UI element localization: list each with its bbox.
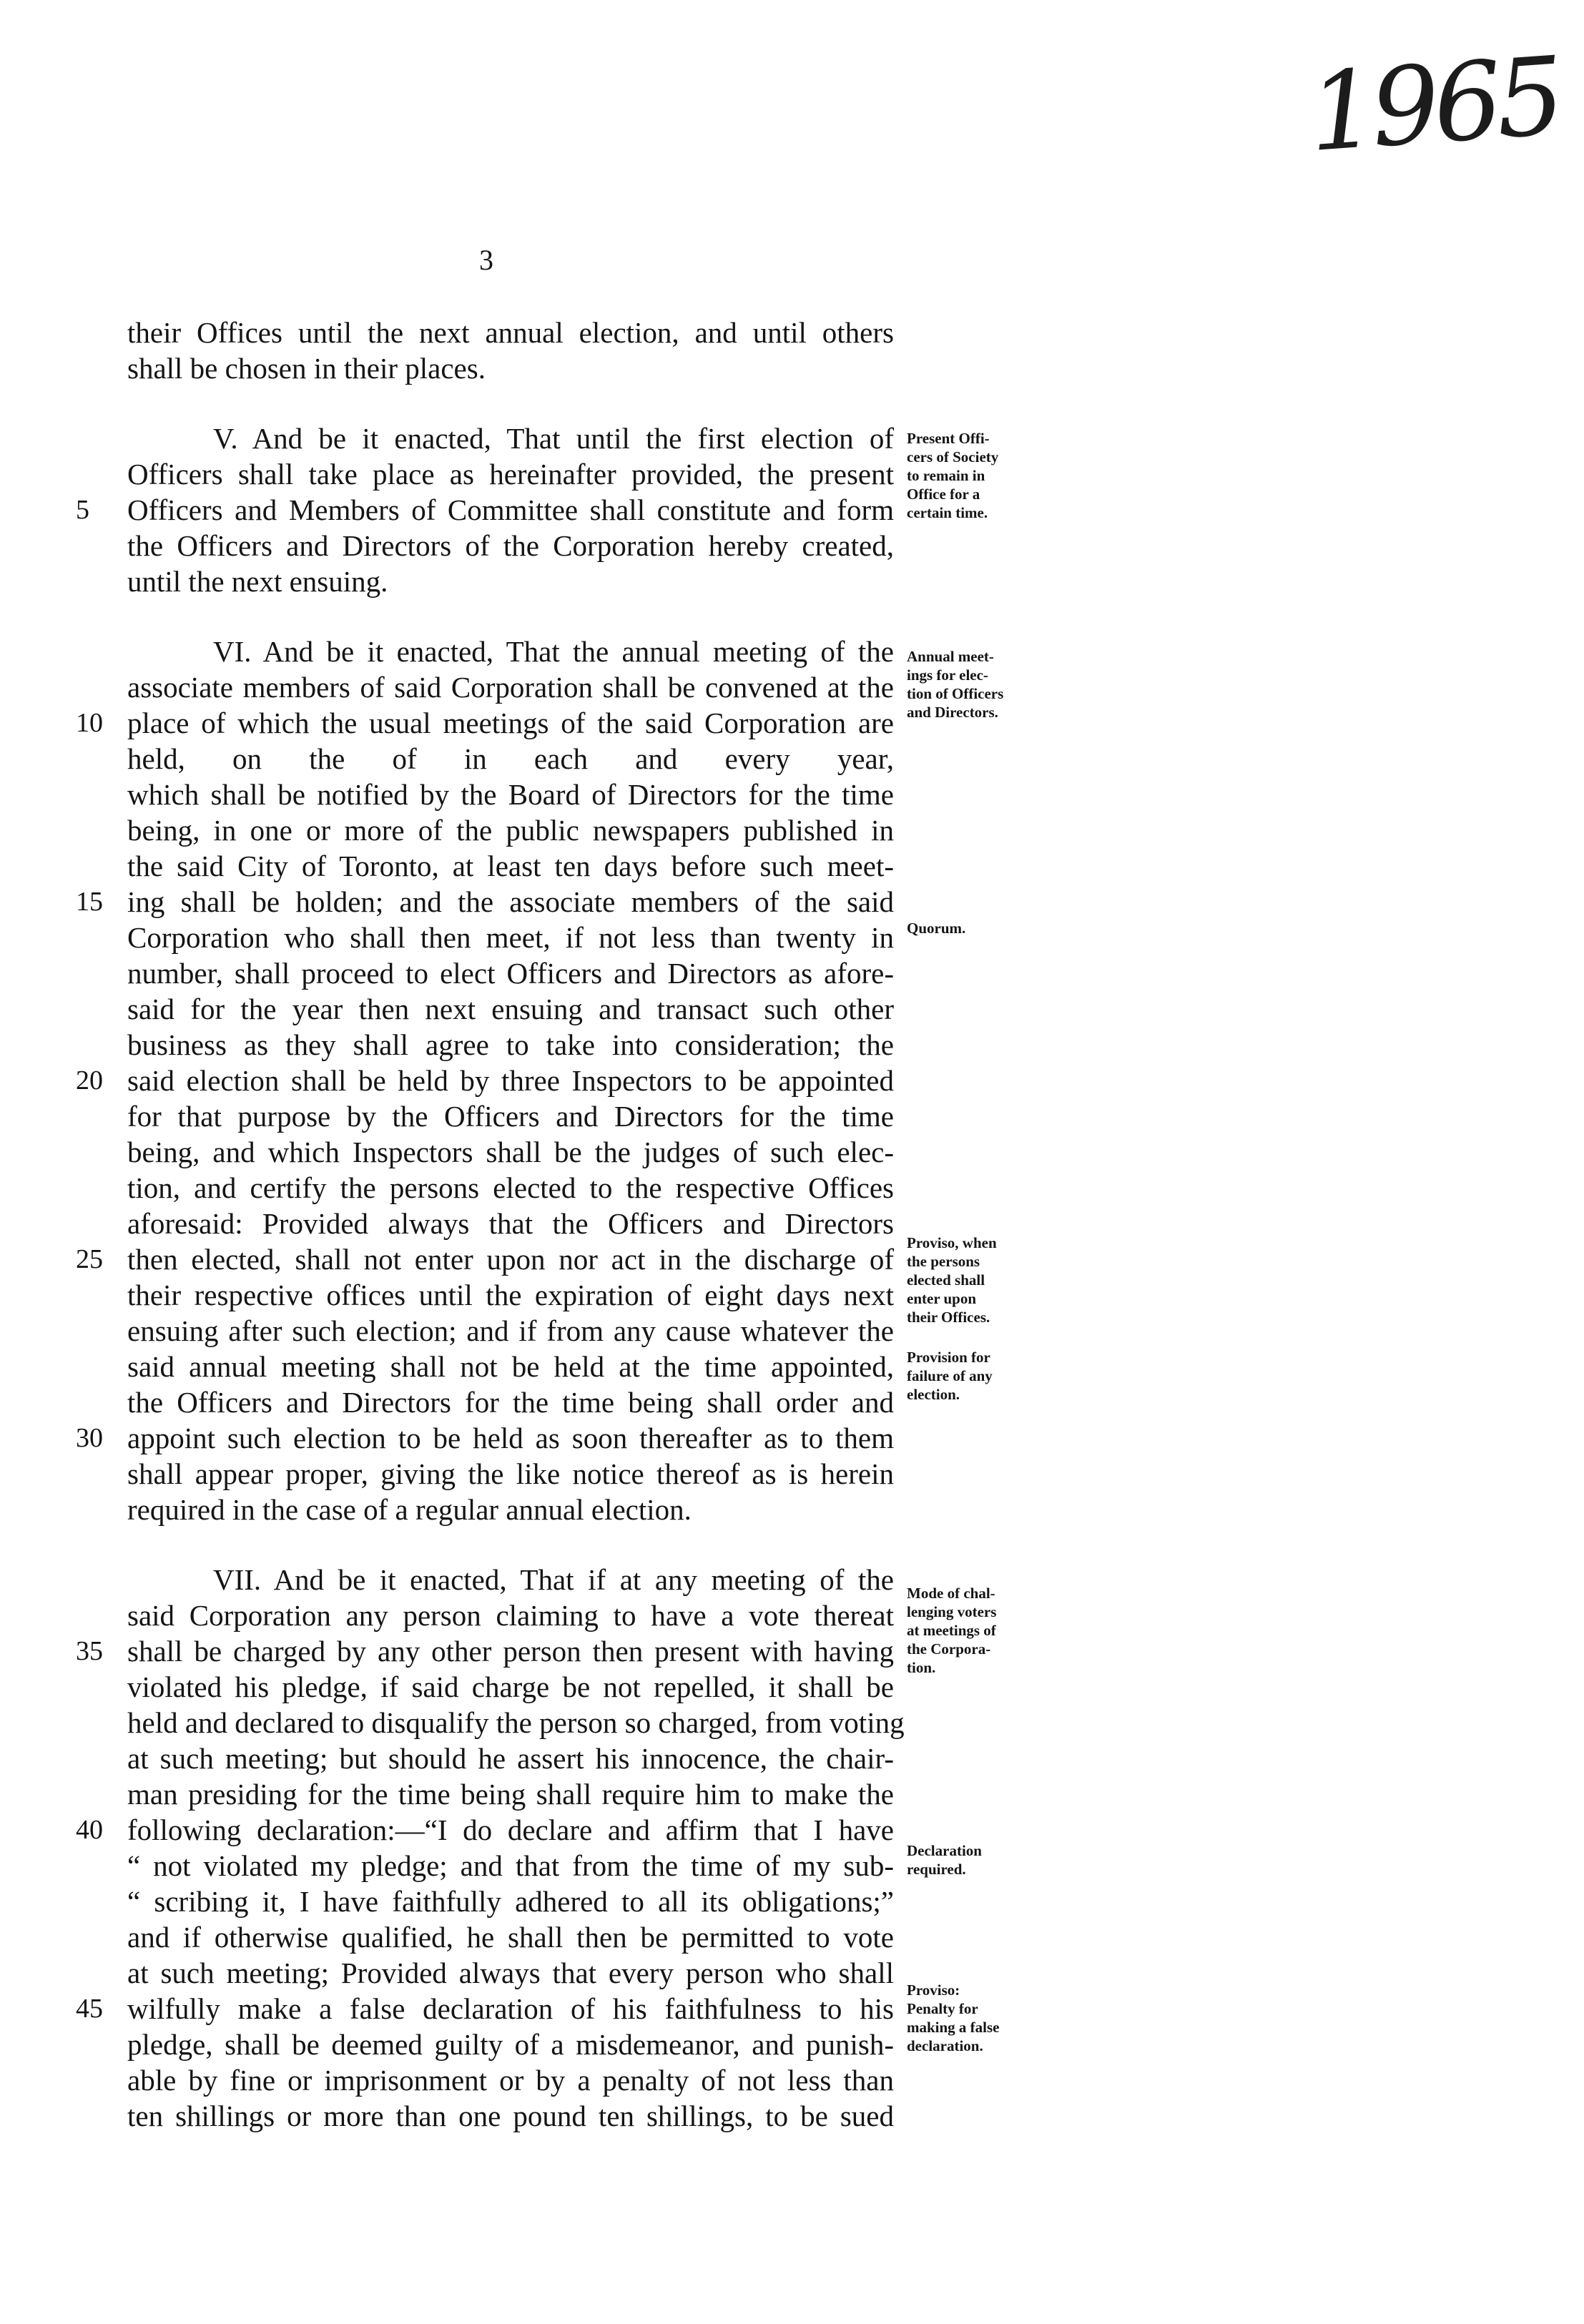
text-line: [127, 777, 894, 812]
text-line-content: being, and which Inspectors shall be the judges of such elec-: [127, 1136, 894, 1168]
text-line-content: Officers and Members of Committee shall constitute and form: [127, 493, 894, 526]
text-line: [127, 741, 894, 777]
text-line: [127, 1562, 894, 1597]
text-line: [127, 955, 894, 991]
text-line-content: appoint such election to be held as soon thereafter as to them: [127, 1422, 894, 1454]
text-line: [127, 1384, 894, 1420]
text-line-content: ing shall be holden; and the associate members of the said: [127, 885, 894, 918]
line-number: 35: [76, 1636, 103, 1666]
text-line-content: then elected, shall not enter upon nor act in the discharge of: [127, 1243, 894, 1276]
text-line-content: said Corporation any person claiming to have a vote thereat: [127, 1599, 894, 1632]
text-line: [127, 1740, 894, 1776]
margin-note-proviso-entry: Proviso, when the persons elected shall enter upon their Offices.: [907, 1234, 997, 1326]
text-line-content: the said City of Toronto, at least ten days before such meet-: [127, 850, 894, 882]
text-line-content: man presiding for the time being shall require him to make the: [127, 1778, 894, 1811]
text-line: [127, 1349, 894, 1384]
margin-note-quorum: Quorum.: [907, 920, 966, 937]
text-line: [76, 705, 894, 741]
page-number: 3: [479, 244, 493, 276]
text-line: [127, 1098, 894, 1134]
text-line: [76, 492, 894, 528]
line-number: 10: [76, 708, 103, 738]
text-line-content: held, on the of in each and every year,: [127, 742, 894, 775]
text-line-content: at such meeting; but should he assert his innocence, the chair-: [127, 1742, 894, 1775]
text-line: [127, 669, 894, 705]
margin-note-declaration: Declaration required.: [907, 1842, 982, 1878]
text-line: [127, 350, 894, 386]
line-number: 25: [76, 1244, 103, 1274]
text-line: [127, 991, 894, 1027]
statute-body-text: [76, 315, 905, 2134]
line-number: 40: [76, 1815, 103, 1845]
text-line: [127, 1776, 894, 1812]
text-line-content: said for the year then next ensuing and transact such other: [127, 993, 894, 1025]
margin-note-challenging-voters: Mode of chal- lenging voters at meetings of the Corpora- tion.: [907, 1585, 997, 1676]
text-line: [127, 1492, 894, 1527]
paragraph-gap: [127, 1527, 894, 1562]
text-line: [127, 528, 894, 563]
text-line-content: wilfully make a false declaration of his faithfulness to his: [127, 1992, 894, 2025]
text-line-content: able by fine or imprisonment or by a penalty of not less than: [127, 2064, 894, 2097]
text-line: [127, 812, 894, 848]
text-line: [127, 2062, 894, 2098]
text-line: [127, 1456, 894, 1492]
text-line-content: said election shall be held by three Inspectors to be appointed: [127, 1064, 894, 1097]
paragraph-gap: [127, 386, 894, 420]
text-line: [76, 884, 894, 920]
text-line: [127, 1206, 894, 1241]
text-line-content: business as they shall agree to take into consideration; the: [127, 1028, 894, 1061]
text-line: [76, 1420, 894, 1456]
text-line-content: following declaration:—“I do declare and affirm that I have: [127, 1813, 894, 1846]
paragraph-gap: [127, 599, 894, 634]
text-line-content: and if otherwise qualified, he shall then be permitted to vote: [127, 1921, 894, 1954]
text-line: [127, 848, 894, 884]
text-line-content: VII. And be it enacted, That if at any meeting of the: [213, 1563, 894, 1596]
text-line-content: “ scribing it, I have faithfully adhered to all its obligations;”: [127, 1885, 894, 1918]
line-number: 15: [76, 887, 103, 917]
text-line: [127, 1848, 894, 1884]
margin-note-present-officers: Present Offi- cers of Society to remain in Office for a certain time.: [907, 430, 999, 521]
text-line: [127, 1170, 894, 1206]
text-line: [127, 1027, 894, 1063]
text-line-content: their Offices until the next annual election, and until others: [127, 316, 894, 349]
text-line: [127, 1597, 894, 1633]
margin-note-provision-failure: Provision for failure of any election.: [907, 1349, 993, 1403]
line-number: 5: [76, 495, 89, 525]
text-line: [127, 1705, 905, 1740]
text-line-content: ten shillings or more than one pound ten shillings, to be sued: [127, 2099, 894, 2132]
text-line-content: tion, and certify the persons elected to the respective Offices: [127, 1171, 894, 1204]
text-line-content: shall be charged by any other person then present with having: [127, 1635, 894, 1668]
text-line-content: pledge, shall be deemed guilty of a misdemeanor, and punish-: [127, 2028, 894, 2061]
text-line: [127, 1277, 894, 1313]
text-line-content: place of which the usual meetings of the said Corporation are: [127, 706, 894, 739]
text-line-content: shall be chosen in their places.: [127, 352, 486, 385]
text-line: [76, 1633, 894, 1669]
line-number: 30: [76, 1423, 103, 1453]
text-line-content: ensuing after such election; and if from any cause whatever the: [127, 1314, 894, 1347]
text-line: [127, 1669, 894, 1705]
text-line-content: violated his pledge, if said charge be not repelled, it shall be: [127, 1670, 894, 1703]
text-line: [127, 1955, 894, 1991]
text-line-content: at such meeting; Provided always that every person who shall: [127, 1956, 894, 1989]
text-line-content: which shall be notified by the Board of Directors for the time: [127, 778, 894, 811]
text-line: [127, 1134, 894, 1170]
text-line-content: VI. And be it enacted, That the annual meeting of the: [213, 635, 894, 668]
text-line-content: required in the case of a regular annual election.: [127, 1493, 692, 1526]
text-line-content: their respective offices until the expiration of eight days next: [127, 1279, 894, 1311]
text-line-content: the Officers and Directors for the time being shall order and: [127, 1386, 894, 1419]
text-line: [76, 1812, 894, 1848]
handwritten-page-annotation: 1965: [1304, 34, 1563, 176]
text-line: [127, 1919, 894, 1955]
text-line-content: number, shall proceed to elect Officers and Directors as afore-: [127, 957, 894, 990]
text-line: [127, 456, 894, 492]
text-line: [76, 1063, 894, 1098]
text-line: [127, 1884, 894, 1919]
text-line: [127, 563, 894, 599]
text-line-content: Officers shall take place as hereinafter provided, the present: [127, 458, 894, 491]
text-line: [76, 1241, 894, 1277]
text-line: [127, 1313, 894, 1349]
margin-note-annual-meetings: Annual meet- ings for elec- tion of Officers and Directors.: [907, 648, 1004, 721]
text-line-content: shall appear proper, giving the like notice thereof as is herein: [127, 1457, 894, 1490]
text-line: [127, 315, 894, 350]
text-line-content: “ not violated my pledge; and that from the time of my sub-: [127, 1849, 894, 1882]
text-line-content: held and declared to disqualify the person so charged, from voting: [127, 1706, 905, 1739]
text-line-content: being, in one or more of the public newspapers published in: [127, 814, 894, 847]
text-line-content: aforesaid: Provided always that the Officers and Directors: [127, 1207, 894, 1240]
line-number: 20: [76, 1065, 103, 1095]
text-line-content: the Officers and Directors of the Corporation hereby created,: [127, 529, 894, 562]
text-line: [127, 2027, 894, 2062]
text-line-content: associate members of said Corporation shall be convened at the: [127, 671, 894, 704]
text-line: [127, 420, 894, 456]
margin-note-penalty: Proviso: Penalty for making a false declaration.: [907, 1981, 1000, 2054]
text-line-content: V. And be it enacted, That until the first election of: [213, 422, 894, 455]
text-line-content: until the next ensuing.: [127, 565, 388, 598]
text-line: [127, 634, 894, 669]
text-line: [127, 2098, 894, 2134]
text-line: [127, 920, 894, 955]
text-line: [76, 1991, 894, 2027]
text-line-content: Corporation who shall then meet, if not less than twenty in: [127, 921, 894, 954]
text-line-content: said annual meeting shall not be held at the time appointed,: [127, 1350, 894, 1383]
text-line-content: for that purpose by the Officers and Directors for the time: [127, 1100, 894, 1133]
line-number: 45: [76, 1994, 103, 2024]
